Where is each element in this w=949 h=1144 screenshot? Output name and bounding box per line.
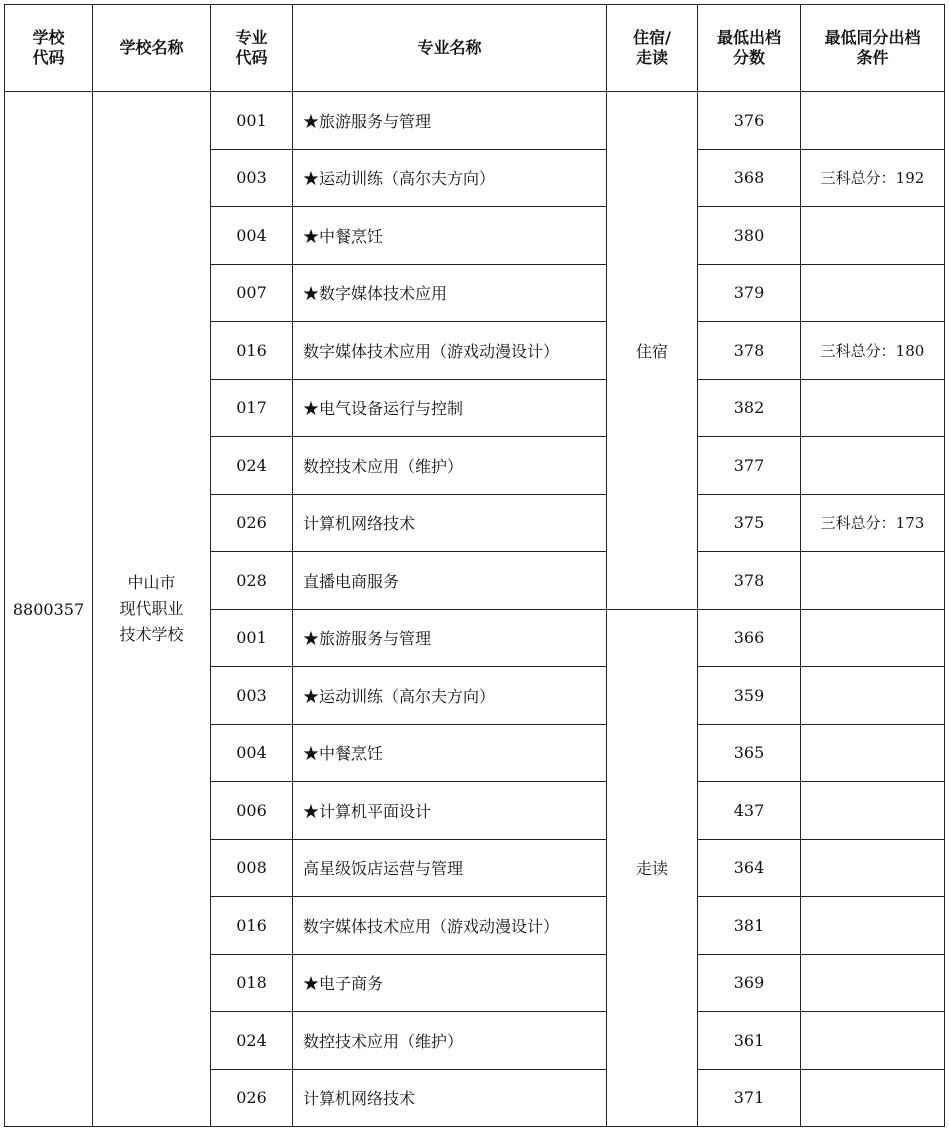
min-score-cell: 365 <box>698 724 801 782</box>
header-tie-condition-line2: 条件 <box>856 48 889 67</box>
major-name-cell: ★电子商务 <box>293 954 607 1012</box>
min-score-cell: 369 <box>698 954 801 1012</box>
header-min-score-line2: 分数 <box>732 48 765 67</box>
tie-condition-cell <box>801 609 945 667</box>
header-boarding <box>607 5 698 92</box>
tie-condition-cell: 三科总分：173 <box>801 494 945 552</box>
major-name-cell: 直播电商服务 <box>293 552 607 610</box>
boarding-cell-day: 走读 <box>607 609 698 1127</box>
header-major-name: 专业名称 <box>293 5 607 92</box>
major-name-cell: ★中餐烹饪 <box>293 724 607 782</box>
major-code-cell: 026 <box>211 1069 293 1127</box>
tie-condition-cell <box>801 1012 945 1070</box>
header-school-code-line2: 代码 <box>32 48 65 67</box>
min-score-cell: 381 <box>698 897 801 955</box>
major-name-cell: ★计算机平面设计 <box>293 782 607 840</box>
tie-condition-cell <box>801 667 945 725</box>
major-name-cell: ★电气设备运行与控制 <box>293 379 607 437</box>
tie-condition-cell <box>801 264 945 322</box>
header-min-score <box>698 5 801 92</box>
tie-condition-cell <box>801 1069 945 1127</box>
major-name-cell: 数控技术应用（维护） <box>293 1012 607 1070</box>
min-score-cell: 361 <box>698 1012 801 1070</box>
header-tie-condition-line1: 最低同分出档 <box>824 28 921 47</box>
major-code-cell: 018 <box>211 954 293 1012</box>
header-school-code-line1: 学校 <box>32 28 65 47</box>
min-score-cell: 368 <box>698 149 801 207</box>
school-name-line: 中山市 <box>127 573 176 592</box>
major-name-cell: 数字媒体技术应用（游戏动漫设计） <box>293 322 607 380</box>
min-score-cell: 378 <box>698 552 801 610</box>
major-name-cell: 计算机网络技术 <box>293 494 607 552</box>
header-major-code <box>211 5 293 92</box>
header-min-score-line1: 最低出档 <box>716 28 781 47</box>
table-body <box>5 92 945 1127</box>
header-tie-condition <box>801 5 945 92</box>
major-code-cell: 024 <box>211 437 293 495</box>
min-score-cell: 382 <box>698 379 801 437</box>
major-code-cell: 004 <box>211 207 293 265</box>
major-name-cell: ★中餐烹饪 <box>293 207 607 265</box>
min-score-cell: 364 <box>698 839 801 897</box>
major-name-cell: 数字媒体技术应用（游戏动漫设计） <box>293 897 607 955</box>
tie-condition-cell <box>801 839 945 897</box>
admission-score-table <box>4 4 945 1127</box>
tie-condition-cell: 三科总分：192 <box>801 149 945 207</box>
major-name-cell: 计算机网络技术 <box>293 1069 607 1127</box>
school-name-cell <box>93 92 211 1127</box>
major-name-cell: ★旅游服务与管理 <box>293 609 607 667</box>
major-code-cell: 001 <box>211 92 293 150</box>
header-school-name: 学校名称 <box>93 5 211 92</box>
major-code-cell: 028 <box>211 552 293 610</box>
tie-condition-cell <box>801 552 945 610</box>
major-code-cell: 006 <box>211 782 293 840</box>
major-name-cell: ★数字媒体技术应用 <box>293 264 607 322</box>
header-major-code-line1: 专业 <box>235 28 268 47</box>
major-code-cell: 003 <box>211 667 293 725</box>
header-boarding-line2: 走读 <box>635 48 668 67</box>
major-code-cell: 017 <box>211 379 293 437</box>
major-code-cell: 003 <box>211 149 293 207</box>
major-code-cell: 016 <box>211 322 293 380</box>
major-code-cell: 016 <box>211 897 293 955</box>
major-name-cell: ★运动训练（高尔夫方向） <box>293 667 607 725</box>
school-code-cell: 8800357 <box>5 92 93 1127</box>
tie-condition-cell <box>801 954 945 1012</box>
min-score-cell: 376 <box>698 92 801 150</box>
tie-condition-cell <box>801 782 945 840</box>
tie-condition-cell <box>801 379 945 437</box>
header-school-code <box>5 5 93 92</box>
major-code-cell: 004 <box>211 724 293 782</box>
major-code-cell: 001 <box>211 609 293 667</box>
min-score-cell: 379 <box>698 264 801 322</box>
major-code-cell: 007 <box>211 264 293 322</box>
major-name-cell: 数控技术应用（维护） <box>293 437 607 495</box>
header-major-code-line2: 代码 <box>235 48 268 67</box>
major-name-cell: ★运动训练（高尔夫方向） <box>293 149 607 207</box>
header-row <box>5 5 945 92</box>
min-score-cell: 378 <box>698 322 801 380</box>
tie-condition-cell <box>801 437 945 495</box>
major-name-cell: 高星级饭店运营与管理 <box>293 839 607 897</box>
tie-condition-cell <box>801 92 945 150</box>
min-score-cell: 375 <box>698 494 801 552</box>
major-name-cell: ★旅游服务与管理 <box>293 92 607 150</box>
boarding-cell-board: 住宿 <box>607 92 698 610</box>
school-name-line: 现代职业 <box>119 599 184 618</box>
major-code-cell: 008 <box>211 839 293 897</box>
tie-condition-cell <box>801 724 945 782</box>
tie-condition-cell <box>801 897 945 955</box>
tie-condition-cell: 三科总分：180 <box>801 322 945 380</box>
min-score-cell: 371 <box>698 1069 801 1127</box>
min-score-cell: 377 <box>698 437 801 495</box>
table-row <box>5 92 945 150</box>
school-name-line: 技术学校 <box>119 625 184 644</box>
min-score-cell: 380 <box>698 207 801 265</box>
min-score-cell: 359 <box>698 667 801 725</box>
major-code-cell: 026 <box>211 494 293 552</box>
min-score-cell: 366 <box>698 609 801 667</box>
tie-condition-cell <box>801 207 945 265</box>
major-code-cell: 024 <box>211 1012 293 1070</box>
min-score-cell: 437 <box>698 782 801 840</box>
header-boarding-line1: 住宿/ <box>633 28 671 47</box>
